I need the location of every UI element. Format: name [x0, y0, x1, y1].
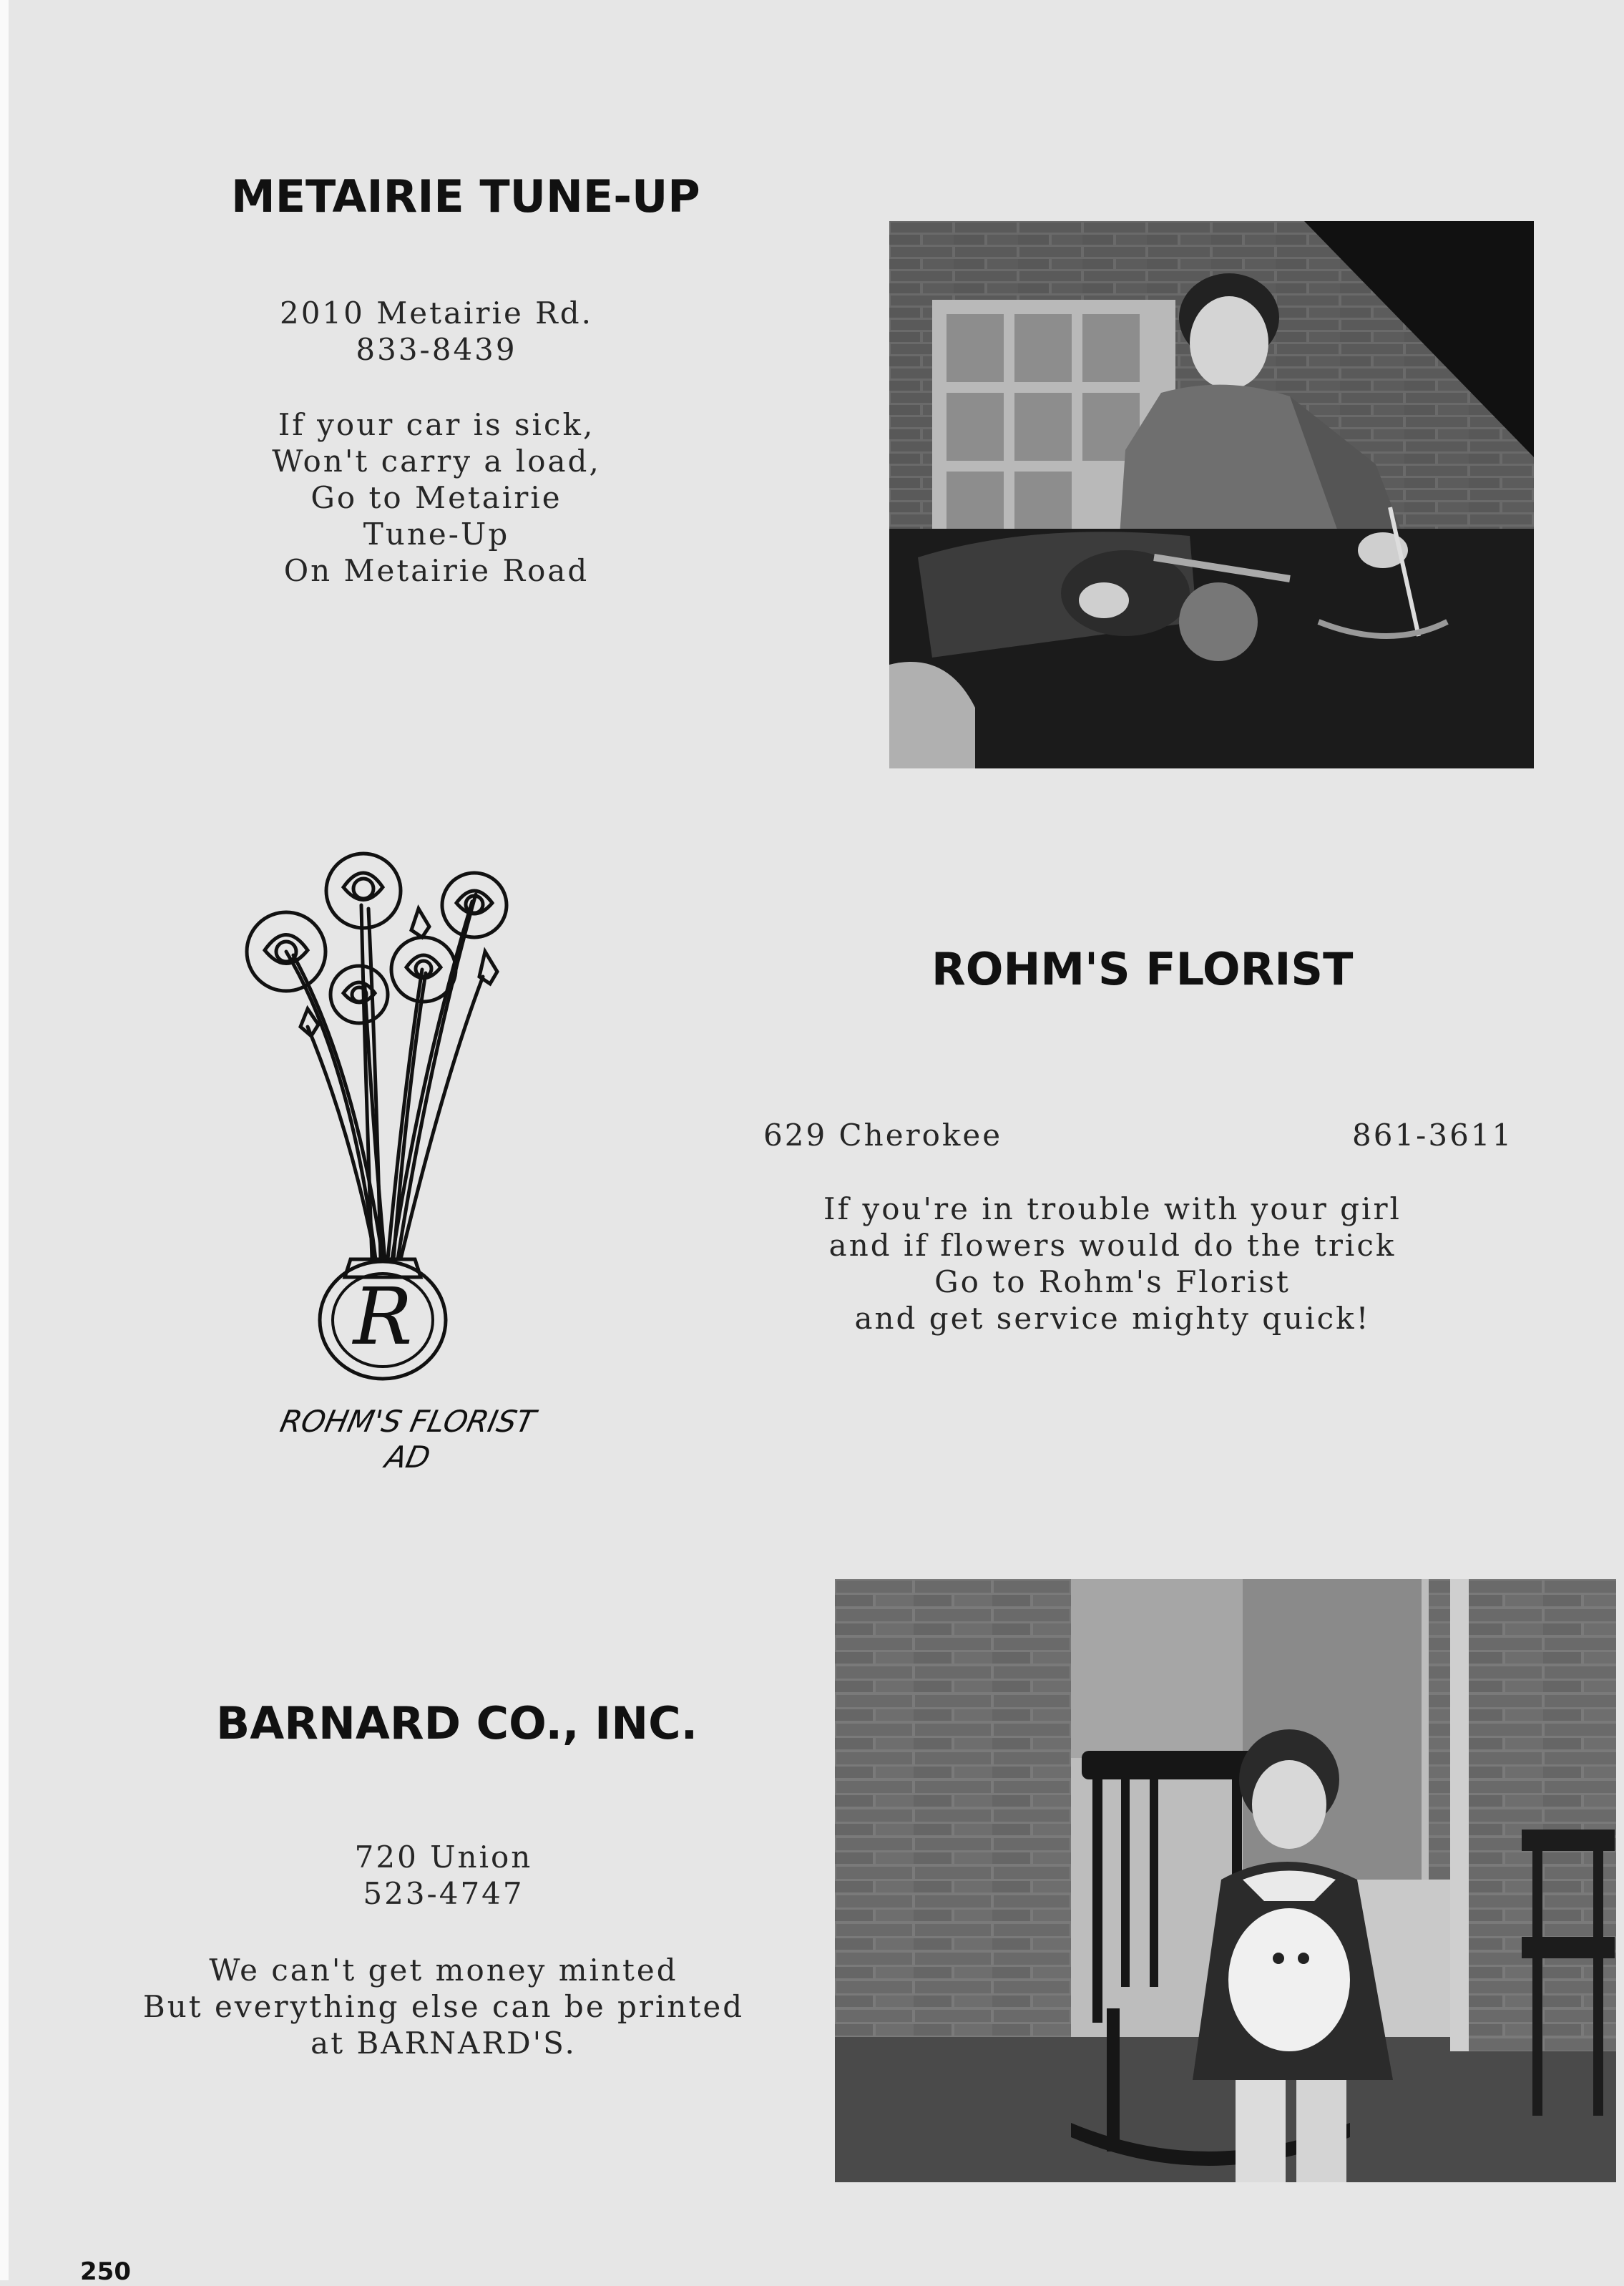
- rohms-phone: 861-3611: [1352, 1118, 1514, 1153]
- florist-drawing: [229, 844, 565, 1488]
- metairie-verse: [236, 406, 637, 589]
- florist-drawing-caption-ad: AD: [382, 1440, 434, 1475]
- rohms-verse-line: Go to Rohm's Florist: [934, 1264, 1291, 1299]
- barnard-verse-line: at BARNARD'S.: [310, 2026, 577, 2061]
- rohms-address: 629 Cherokee: [763, 1118, 1003, 1153]
- page-edge: [0, 0, 9, 2280]
- barnard-verse-line: We can't get money minted: [209, 1953, 678, 1988]
- barnard-verse-line: But everything else can be printed: [142, 1989, 745, 2024]
- rohms-verse-line: and if flowers would do the trick: [828, 1228, 1396, 1263]
- page-number: 250: [80, 2257, 131, 2286]
- barnard-heading: BARNARD CO., INC.: [216, 1697, 698, 1749]
- barnard-verse: [114, 1952, 773, 2061]
- metairie-address: 2010 Metairie Rd.: [279, 295, 594, 331]
- barnard-contact: [243, 1839, 644, 1912]
- florist-monogram: R: [353, 1271, 413, 1362]
- metairie-phone: 833-8439: [356, 332, 517, 367]
- metairie-verse-line: Go to Metairie: [310, 480, 562, 515]
- metairie-contact: [236, 295, 637, 368]
- barnard-photo: [835, 1579, 1616, 2182]
- barnard-address: 720 Union: [354, 1840, 533, 1875]
- rohms-verse-line: If you're in trouble with your girl: [823, 1191, 1402, 1226]
- metairie-verse-line: Won't carry a load,: [272, 444, 601, 479]
- rose-icon: [331, 966, 388, 1023]
- metairie-verse-line: On Metairie Road: [283, 553, 590, 588]
- metairie-heading: METAIRIE TUNE-UP: [231, 170, 700, 223]
- rohms-verse-line: and get service mighty quick!: [854, 1301, 1371, 1336]
- metairie-photo: [889, 221, 1534, 768]
- metairie-verse-line: Tune-Up: [363, 517, 510, 552]
- rohms-heading: ROHM'S FLORIST: [931, 943, 1354, 995]
- rohms-verse: [780, 1191, 1445, 1337]
- barnard-phone: 523-4747: [363, 1876, 524, 1911]
- rose-icon: [326, 854, 401, 928]
- florist-drawing-caption: ROHM'S FLORIST: [277, 1404, 539, 1439]
- metairie-verse-line: If your car is sick,: [278, 407, 595, 442]
